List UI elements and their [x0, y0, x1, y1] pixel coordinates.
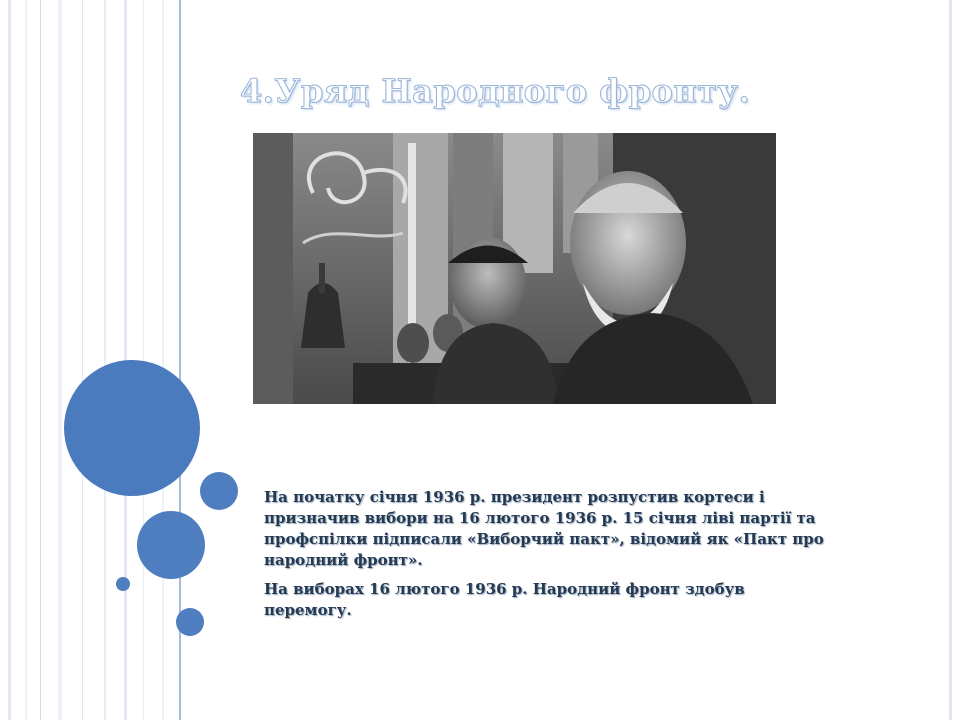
historical-photo — [253, 133, 776, 404]
decor-line — [162, 0, 164, 720]
decor-circle-small — [116, 577, 130, 591]
decor-line — [82, 0, 83, 720]
decor-circle-medium — [200, 472, 238, 510]
decor-line — [8, 0, 11, 720]
paragraph: На виборах 16 лютого 1936 р. Народний фронт здобув перемогу. — [264, 580, 745, 619]
slide-title: 4.Уряд Народного фронту. — [240, 72, 751, 110]
decor-line — [104, 0, 106, 720]
paragraph: На початку січня 1936 р. президент розпустив кортеси і призначив вибори на 16 лютого 1936 р. 15 січня ліві партії та профспілки підписали «Виборчий пакт», відомий як «Пакт про народний фронт». — [264, 488, 824, 569]
decor-line-right — [949, 0, 952, 720]
decor-line — [25, 0, 27, 720]
body-text — [264, 487, 824, 629]
decor-line — [40, 0, 41, 720]
decor-line — [58, 0, 62, 720]
decor-circle-large — [64, 360, 200, 496]
decor-circle-medium — [137, 511, 205, 579]
decor-circle-small — [176, 608, 204, 636]
